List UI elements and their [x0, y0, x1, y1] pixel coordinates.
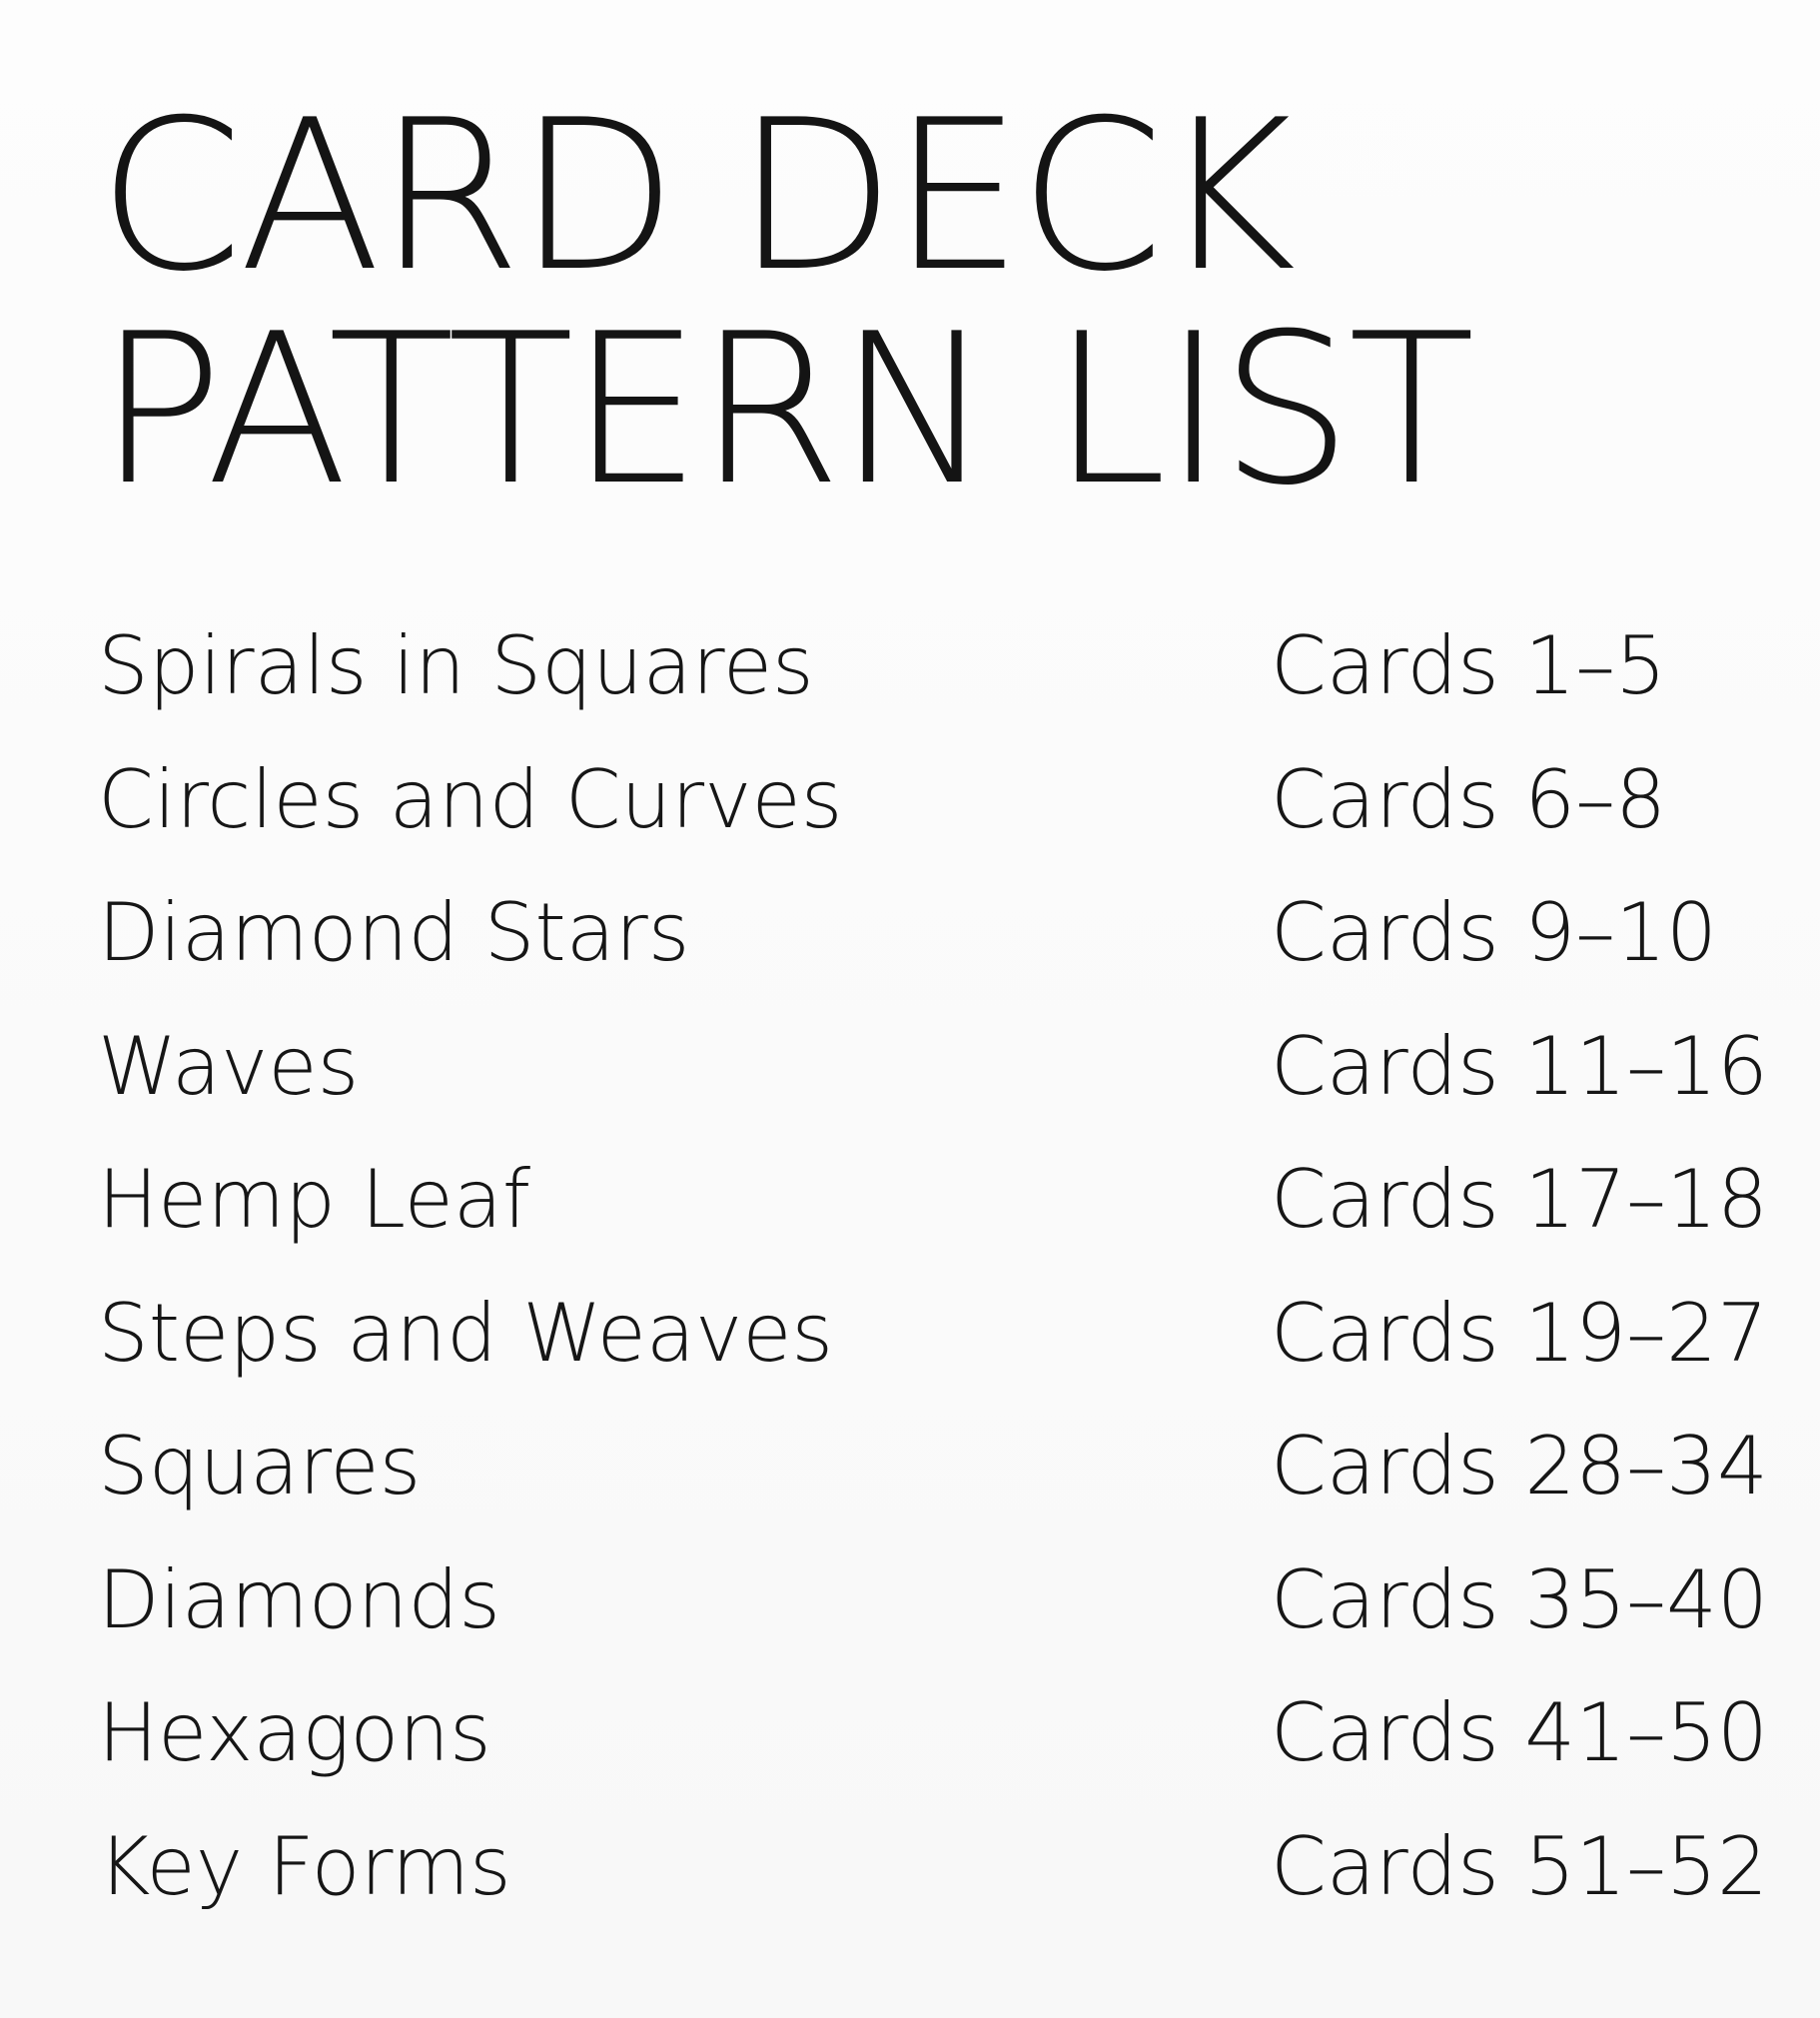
pattern-name: Key Forms	[98, 1819, 511, 1913]
list-item	[98, 866, 1746, 1000]
card-range: Cards 35–40	[1271, 1552, 1768, 1646]
list-item	[98, 1133, 1768, 1267]
list-item	[98, 733, 1746, 867]
list-item	[98, 599, 1746, 733]
pattern-name: Spirals in Squares	[98, 619, 814, 712]
page-title	[98, 76, 1471, 531]
card-range: Cards 28–34	[1271, 1420, 1768, 1513]
card-range: Cards 11–16	[1271, 1019, 1768, 1113]
pattern-name: Diamond Stars	[98, 886, 690, 979]
list-item	[98, 1666, 1768, 1800]
card-range: Cards 51–52	[1271, 1819, 1768, 1913]
pattern-name: Hemp Leaf	[98, 1153, 531, 1246]
pattern-name: Waves	[98, 1019, 360, 1113]
title-line-2: PATTERN LIST	[98, 290, 1471, 531]
list-item	[98, 1800, 1768, 1934]
list-item	[98, 1267, 1768, 1401]
pattern-name: Squares	[98, 1420, 422, 1513]
card-range: Cards 9–10	[1271, 886, 1717, 979]
pattern-name: Steps and Weaves	[98, 1286, 834, 1380]
card-range: Cards 6–8	[1271, 752, 1667, 846]
pattern-name: Hexagons	[98, 1686, 491, 1779]
pattern-name: Diamonds	[98, 1552, 500, 1646]
card-range: Cards 41–50	[1271, 1686, 1768, 1779]
title-line-1: CARD DECK	[98, 76, 1293, 318]
card-range: Cards 1–5	[1271, 619, 1667, 712]
pattern-list	[98, 599, 1768, 1933]
list-item	[98, 1400, 1768, 1533]
list-item	[98, 1533, 1768, 1667]
list-item	[98, 1000, 1768, 1134]
pattern-name: Circles and Curves	[98, 752, 843, 846]
card-range: Cards 19–27	[1271, 1286, 1768, 1380]
card-range: Cards 17–18	[1271, 1153, 1768, 1246]
